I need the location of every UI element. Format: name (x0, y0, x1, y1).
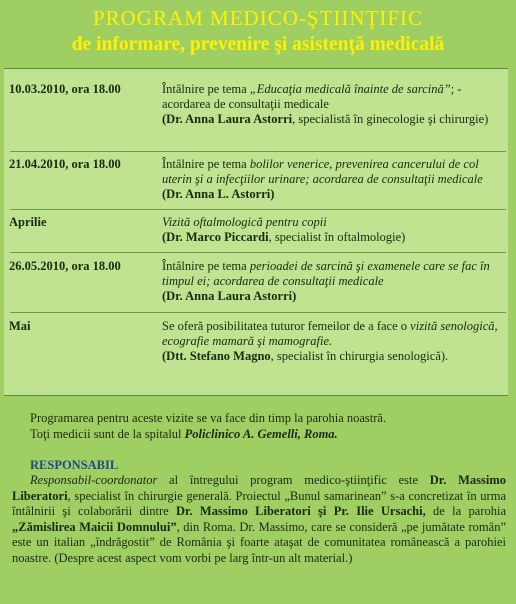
event-description: Se oferă posibilitatea tuturor femeilor de a face o vizită senologică, ecografie mamară şi mamografie. (Dtt. Stefano Magno, specialist în chirurgia senologică). (162, 319, 498, 363)
event-date: 21.04.2010, ora 18.00 (9, 157, 121, 171)
note-line: Toţi medicii sunt de la spitalul Policlinico A. Gemelli, Roma. (30, 427, 338, 441)
event-date: Aprilie (9, 215, 47, 229)
row-divider (10, 252, 506, 253)
event-date: 10.03.2010, ora 18.00 (9, 82, 121, 96)
page-subtitle: de informare, prevenire şi asistenţă medicală (71, 34, 445, 55)
responsible-heading: RESPONSABIL (30, 458, 119, 472)
events-table (4, 68, 508, 396)
event-date: Mai (9, 319, 31, 333)
row-divider (10, 209, 506, 210)
scheduling-notes (30, 410, 500, 442)
row-divider (10, 151, 506, 152)
event-description: Întâlnire pe tema „Educaţia medicală înainte de sarcină”; - acordarea de consultaţii medicale (Dr. Anna Laura Astorri, specialistă în ginecologie şi chirurgie) (162, 82, 489, 126)
event-description: Întâlnire pe tema perioadei de sarcină şi examenele care se fac în timpul ei; acordarea de consultaţii medicale (Dr. Anna Laura Astorri) (162, 259, 490, 303)
row-divider (10, 312, 506, 313)
page-title: PROGRAM MEDICO-ŞTIINŢIFIC (92, 6, 424, 30)
event-description: Întâlnire pe tema bolilor venerice, prevenirea cancerului de col uterin şi a infecţiilor urinare; acordarea de consultaţii medicale (Dr. Anna L. Astorri) (162, 157, 483, 201)
event-description: Vizită oftalmologică pentru copii (Dr. Marco Piccardi, specialist în oftalmologie) (162, 215, 406, 244)
event-date: 26.05.2010, ora 18.00 (9, 259, 121, 273)
note-line: Programarea pentru aceste vizite se va face din timp la parohia noastră. (30, 411, 387, 425)
responsible-paragraph: Responsabil-coordonator al întregului program medico-ştiinţific este Dr. Massimo Liberatori, specialist în chirurgie generală. Proiectul „Bunul samarinean” s-a concretizat în urma întâlnirii şi colaborării dintre Dr. Massimo Liberatori şi Pr. Ilie Ursachi, de la parohia „Zămislirea Maicii Domnului”, din Roma. Dr. Massimo, care se consideră „pe jumătate român” este un italian „îndrăgostit” de România şi foarte ataşat de comunitatea românească a parohiei noastre. (Despre acest aspect vom vorbi pe larg într-un alt material.) (12, 473, 507, 565)
